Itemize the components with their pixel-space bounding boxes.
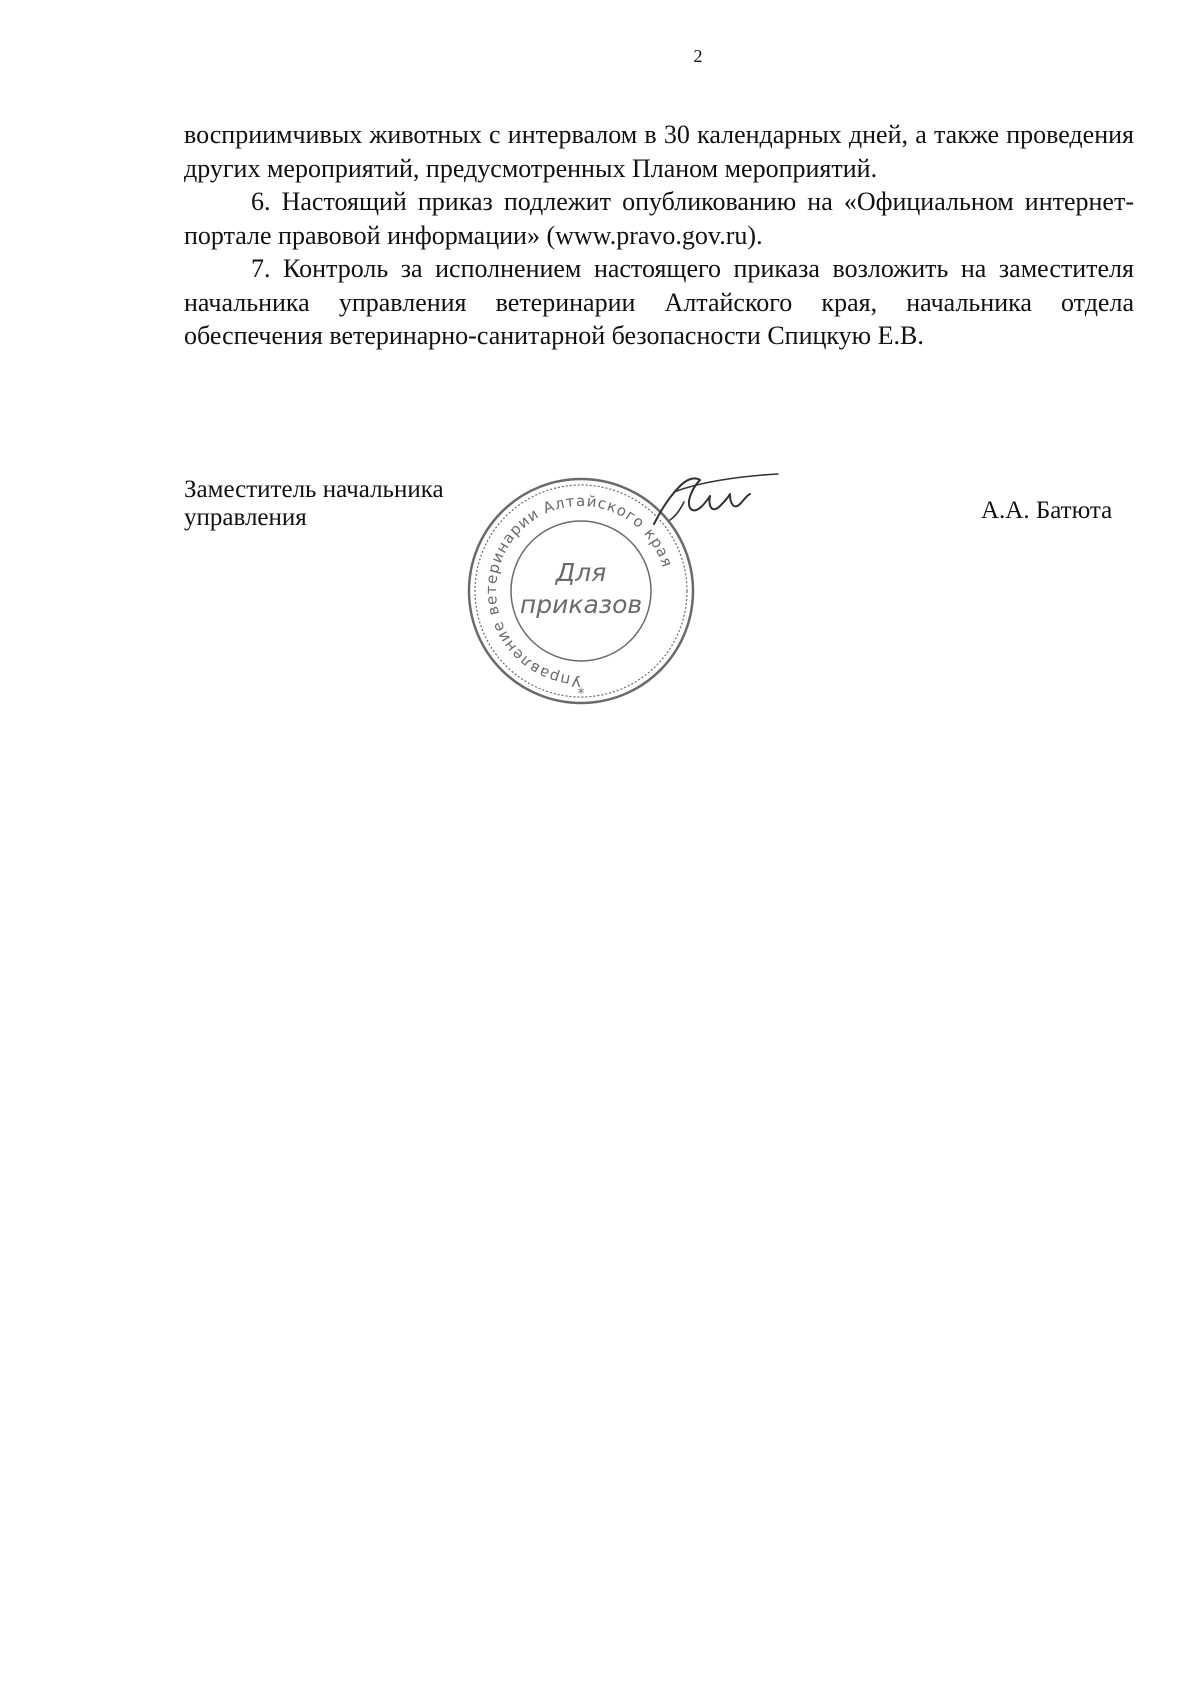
paragraph-7: 7. Контроль за исполнением настоящего приказа возложить на заместителя начальника управления ветеринарии Алтайского края, начальника отдела обеспечения ветеринарно-санитарной безопасности Спицкую Е.В.	[184, 254, 1134, 350]
signature-tail	[670, 502, 684, 520]
page-number: 2	[693, 46, 703, 66]
stamp-center-line1: Для	[555, 558, 607, 587]
paragraph-6: 6. Настоящий приказ подлежит опубликованию на «Официальном интернет-портале правовой информации» (www.pravo.gov.ru).	[184, 187, 1134, 250]
signer-name: А.А. Батюта	[981, 497, 1113, 524]
paragraph-continuation: восприимчивых животных с интервалом в 30 календарных дней, а также проведения других мероприятий, предусмотренных Планом мероприятий.	[184, 120, 1134, 183]
signature-stroke	[654, 478, 750, 524]
document-body	[184, 118, 1134, 353]
stamp-ring-text: Управление ветеринарии Алтайского края	[481, 491, 677, 691]
stamp-center-line2: приказов	[519, 590, 643, 619]
stamp-star: *	[577, 686, 585, 702]
signer-position-line2: управления	[184, 504, 307, 531]
signer-position-line1: Заместитель начальника	[184, 476, 444, 503]
handwritten-signature	[650, 472, 780, 528]
signature-underline	[674, 474, 778, 492]
signer-position	[184, 476, 444, 532]
